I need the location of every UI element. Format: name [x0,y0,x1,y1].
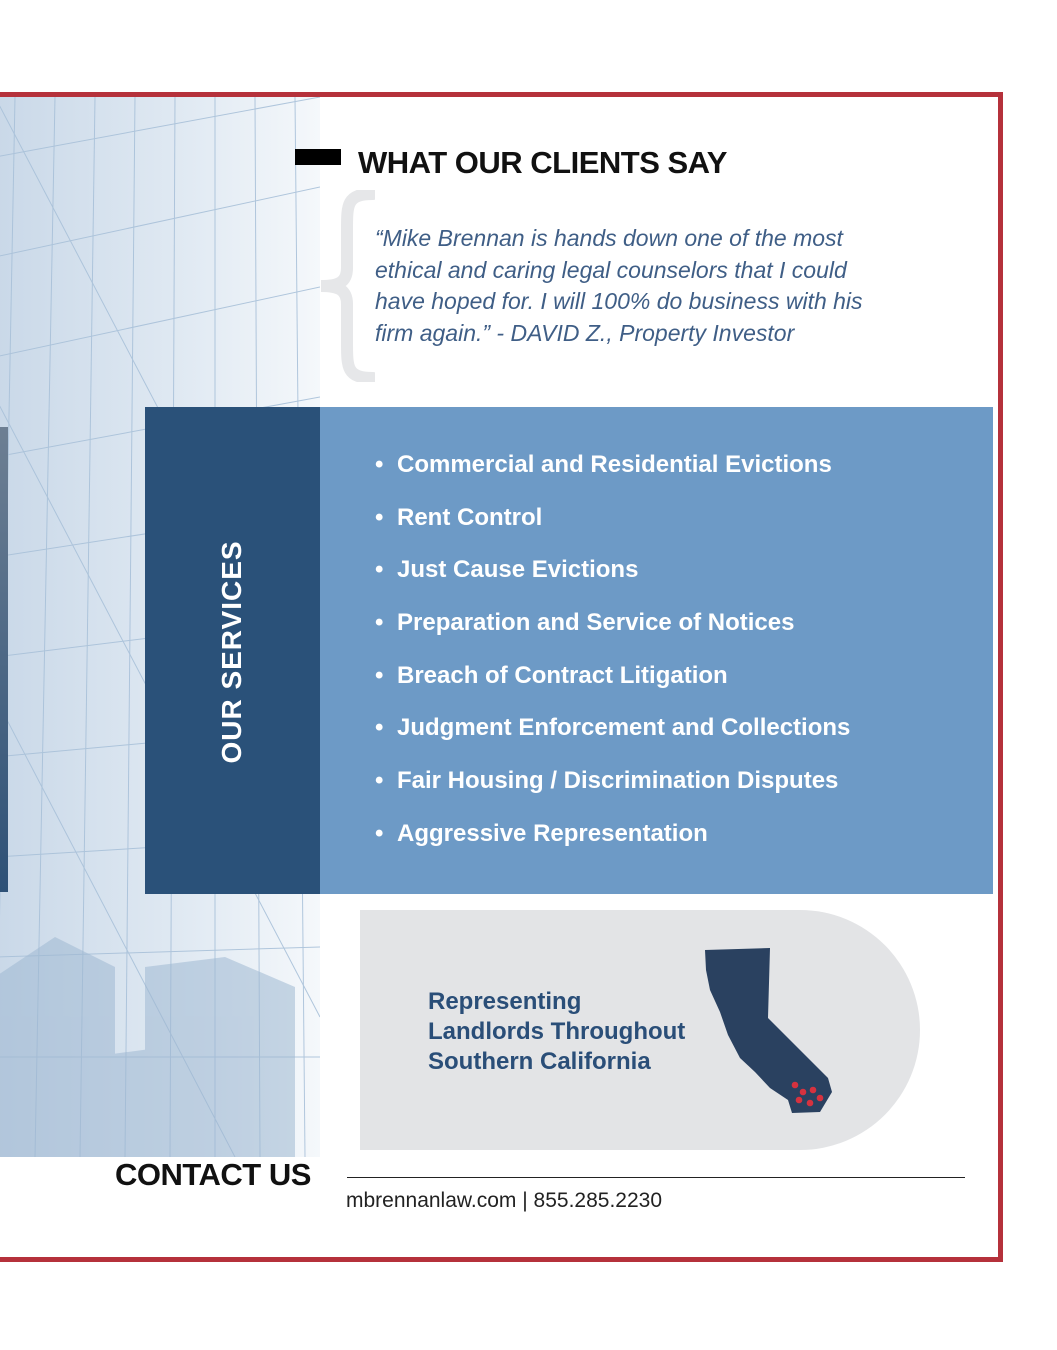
service-label: Fair Housing / Discrimination Disputes [397,767,839,795]
service-item [375,708,850,761]
phone-number[interactable]: 855.285.2230 [533,1189,663,1212]
bullet-icon: • [375,609,384,637]
service-label: Rent Control [397,503,543,531]
coverage-line: Southern California [428,1048,651,1075]
service-item [375,761,850,814]
testimonial-quote: “Mike Brennan is hands down one of the most ethical and caring legal counselors that I could have hoped for. I will 100% do business with his firm again.” - DAVID Z., Property Investor [375,225,863,346]
website-link[interactable]: mbrennanlaw.com [346,1189,517,1212]
coverage-line: Landlords Throughout [428,1018,686,1045]
service-item [375,814,850,867]
testimonial-heading: WHAT OUR CLIENTS SAY [358,145,727,180]
coverage-line: Representing [428,988,582,1015]
bullet-icon: • [375,556,384,584]
service-label: Just Cause Evictions [397,556,639,584]
service-label: Preparation and Service of Notices [397,609,795,637]
curly-brace-icon [317,190,375,382]
service-label: Judgment Enforcement and Collections [397,714,851,742]
service-item [375,550,850,603]
left-edge-strip [0,427,8,892]
service-item [375,603,850,656]
bullet-icon: • [375,714,384,742]
contact-separator: | [516,1189,534,1212]
bullet-icon: • [375,661,384,689]
coverage-card [360,910,920,1150]
service-item [375,498,850,551]
service-label: Breach of Contract Litigation [397,661,728,689]
service-item [375,656,850,709]
contact-heading: CONTACT US [115,1157,311,1192]
service-label: Commercial and Residential Evictions [397,451,832,478]
contact-divider [347,1177,965,1178]
bullet-icon: • [375,767,384,795]
service-item [375,445,850,498]
section-marker-bar [295,149,341,165]
contact-info [346,1189,662,1213]
services-heading: OUR SERVICES [216,540,247,764]
page-frame [0,92,1003,1262]
service-label: Aggressive Representation [397,819,708,847]
bullet-icon: • [375,451,384,478]
bullet-icon: • [375,503,384,531]
coverage-text [428,987,685,1077]
services-list [375,445,850,867]
california-map-icon [700,940,880,1125]
bullet-icon: • [375,819,384,847]
